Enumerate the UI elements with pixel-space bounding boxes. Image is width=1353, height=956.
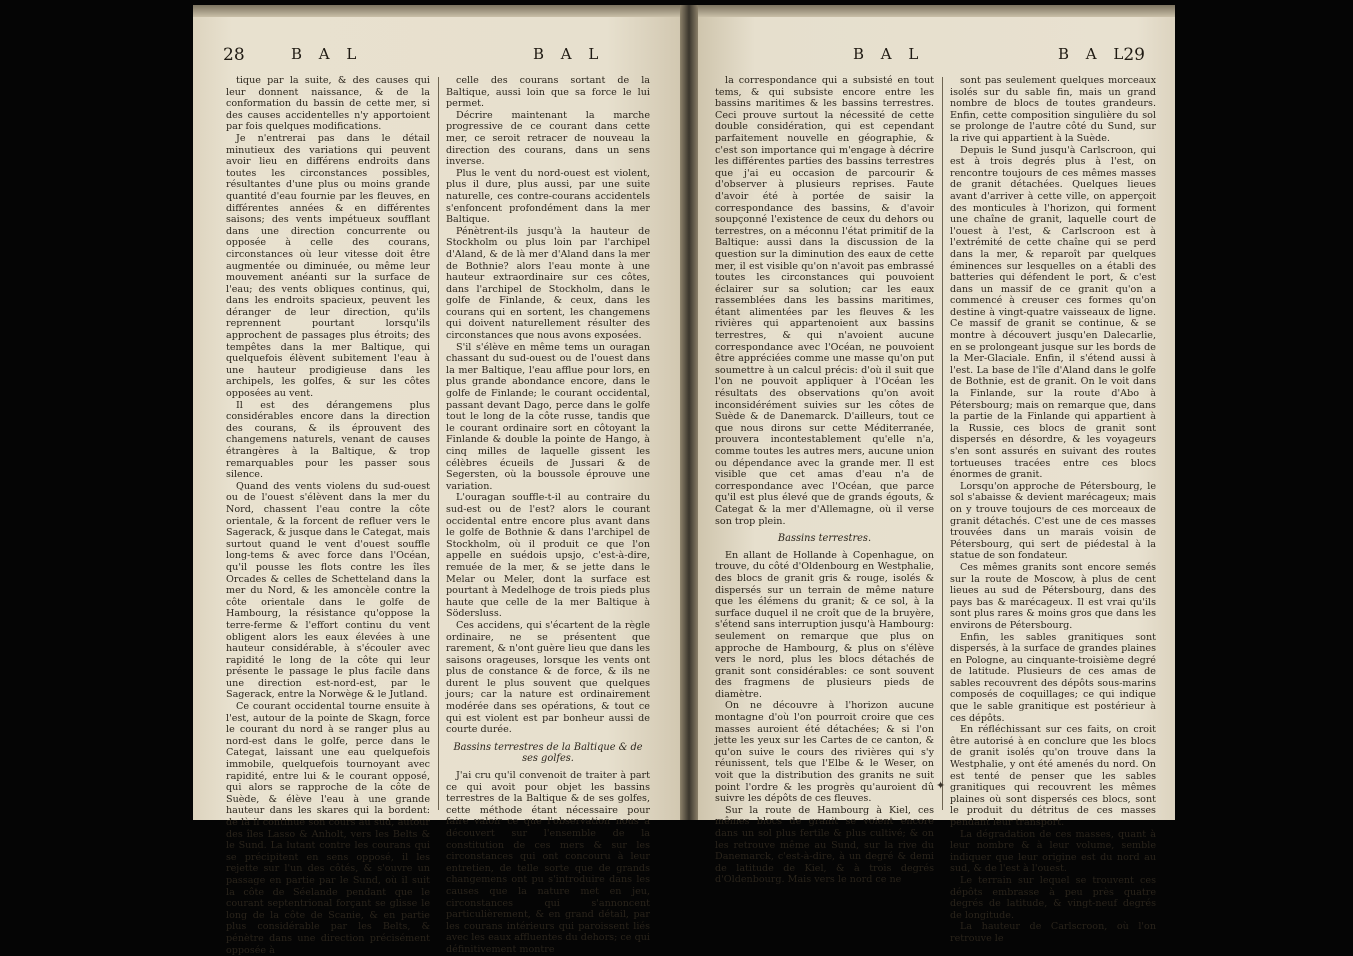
text-column	[446, 75, 650, 955]
paragraph: Lorsqu'on approche de Pétersbourg, le sol s'abaisse & devient marécageux; mais on y trouve toujours de ces morceaux de granit détachés. C'est une de ces masses trouvées dans un marais voisin de Pétersbourg, qui sert de piédestal à la statue de son fondateur.	[950, 480, 1156, 562]
paragraph: Je n'entrerai pas dans le détail minutieux des variations qui peuvent avoir lieu en différens endroits dans toutes les circonstances possibles, résultantes d'une plus ou moins grande quantité d'eau fournie par les fleuves, en différentes années & en différentes saisons; des vents impétueux soufflant dans une direction concurrente ou opposée à celle des courans, circonstances où leur vitesse doit être augmentée ou diminuée, ou même leur mouvement anéanti sur la surface de l'eau; des vents obliques continus, qui, dans les endroits spacieux, peuvent les déranger de leur direction, qu'ils reprennent pourtant lorsqu'ils approchent de passages plus étroits; des tempêtes dans la mer Baltique, qui quelquefois élèvent subitement l'eau à une hauteur prodigieuse dans les archipels, les golfes, & sur les côtes opposées au vent.	[226, 132, 430, 400]
paragraph: Pénètrent-ils jusqu'à la hauteur de Stockholm ou plus loin par l'archipel d'Aland, & de là mer d'Aland dans la mer de Bothnie? alors l'eau monte à une hauteur extraordinaire sur ces côtes, dans l'archipel de Stockholm, dans le golfe de Finlande, & ceux, dans les courans qui en sortent, les changemens qui doivent naturellement résulter des circonstances que nous avons exposées.	[446, 225, 650, 342]
book-spread	[193, 5, 1175, 956]
paragraph: Enfin, les sables granitiques sont dispersés, à la surface de grandes plaines en Pologne, au cinquante-troisième degré de latitude. Plusieurs de ces amas de sables recouvrent des dépôts sous-marins composés de coquillages; ce qui indique que le sable granitique est postérieur à ces dépôts.	[950, 631, 1156, 724]
right-page	[698, 5, 1175, 944]
text-column	[715, 75, 934, 886]
paragraph: tique par la suite, & des causes qui leur donnent naissance, & de la conformation du bassin de cette mer, si des causes accidentelles n'y apportoient par fois quelques modifications.	[226, 75, 430, 133]
section-heading: Bassins terrestres de la Baltique & de ses golfes.	[453, 741, 643, 765]
running-head-word: B A L	[1058, 45, 1130, 63]
paragraph: Sur la route de Hambourg à Kiel, ces mêmes blocs de granit se voient encore dans un sol plus fertile & plus cultivé; & on les retrouve même au Sund, sur la rive du Danemarck, c'est-à-dire, à un degré & demi de latitude de Kiel, & à trois degrés d'Oldenbourg. Mais vers le nord ce ne	[715, 804, 934, 886]
paragraph: Ce courant occidental tourne ensuite à l'est, autour de la pointe de Skagn, force le courant du nord à se ranger plus au nord-est dans le golfe, perce dans le Categat, laissant une eau quelquefois immobile, quelquefois tournoyant avec rapidité, entre lui & le courant opposé, qui alors se rapproche de la côte de Suède, & élève l'eau à une grande hauteur dans les skares qui la bordent: de là il continue son cours au sud, autour des îles Lasso & Anholt, vers les Belts & le Sund. La lutant contre les courans qui se précipitent en sens opposé, il les rejette sur l'un des côtés, & s'ouvre un passage en partie par le Sund, où il suit la côte de Séelande pendant que le courant septentrional forçant se glisse le long de la côte de Scanie, & en partie plus considérable par les Belts, & pénètre dans une direction précisément opposée à	[226, 701, 430, 956]
running-head-word: B A L	[291, 45, 363, 63]
running-head-word: B A L	[853, 45, 925, 63]
section-heading: Bassins terrestres.	[777, 533, 872, 545]
book-gutter	[680, 5, 698, 820]
running-head-word: B A L	[533, 45, 605, 63]
page-number: 29	[1123, 45, 1145, 65]
paragraph: sont pas seulement quelques morceaux isolés sur du sable fin, mais un grand nombre de blocs de toutes grandeurs. Enfin, cette composition singulière du sol se prolonge de l'autre côté du Sund, sur la rive qui appartient à la Suède.	[950, 75, 1156, 144]
paragraph: J'ai cru qu'il convenoit de traiter à part ce qui avoit pour objet les bassins terrestres de la Baltique & de ses golfes, cette méthode étant nécessaire pour faire valoir ce que l'observation nous a découvert sur l'ensemble de la constitution de ces mers & sur les circonstances qui ont concouru à leur entretien, de telle sorte que de grands changemens ont pu s'introduire dans les causes que la nature met en jeu, circonstances qui s'annoncent particulièrement, & en grand détail, par les courans intérieurs qui paroissent liés avec les eaux affluentes du dehors; ce qui définitivement montre	[446, 770, 650, 955]
paragraph: Depuis le Sund jusqu'à Carlscroon, qui est à trois degrés plus à l'est, on rencontre toujours de ces mêmes masses de granit détachées. Quelques lieues avant d'arriver à cette ville, on apperçoit des monticules à l'horizon, qui forment une chaîne de granit, laquelle court de l'ouest à l'est, & Carlscroon est à l'extrémité de cette chaîne qui se perd dans la mer, & reparoît par quelques éminences sur lesquelles on a établi des batteries qui défendent le port, & c'est dans un massif de ce granit qu'on a commencé à creuser ces formes qu'on destine à vingt-quatre vaisseaux de ligne. Ce massif de granit se continue, & se montre à découvert jusqu'en Dalecarlie, en se prolongeant jusque sur les bords de la Mer-Glaciale. Enfin, il s'étend aussi à l'est. La base de l'île d'Aland dans le golfe de Bothnie, est de granit. On le voit dans la Finlande, sur la route d'Abo à Pétersbourg; mais on remarque que, dans la partie de la Finlande qui appartient à la Russie, ces blocs de granit sont dispersés en désordre, & les voyageurs s'en sont assurés en suivant des routes tortueuses tracées entre ces blocs énormes de granit.	[950, 144, 1156, 481]
paragraph: L'ouragan souffle-t-il au contraire du sud-est ou de l'est? alors le courant occidental entre encore plus avant dans le golfe de Bothnie & dans l'archipel de Stockholm, où il produit ce que l'on appelle en suédois upsjo, c'est-à-dire, remuée de la mer, & se jette dans le Melar ou Meler, dont la surface est pourtant à Medelhoge de trois pieds plus haute que celle de la mer Baltique à Södersluss.	[446, 492, 650, 620]
running-head	[728, 45, 1145, 69]
paragraph: celle des courans sortant de la Baltique, aussi loin que sa force le lui permet.	[446, 75, 650, 110]
page-edge	[193, 5, 680, 17]
paragraph: Il est des dérangemens plus considérables encore dans la direction des courans, & ils éprouvent des changemens naturels, venant de causes étrangères à la Baltique, & trop remarquables pour les passer sous silence.	[226, 399, 430, 481]
paragraph: En réfléchissant sur ces faits, on croit être autorisé à en conclure que les blocs de granit isolés qu'on trouve dans la Westphalie, y ont été amenés du nord. On est tenté de penser que les sables granitiques qui recouvrent les mêmes plaines où sont dispersés ces blocs, sont le produit du détritus de ces masses pendant leur transport.	[950, 724, 1156, 828]
printer-ornament: ✦	[936, 779, 946, 792]
paragraph: S'il s'élève en même tems un ouragan chassant du sud-ouest ou de l'ouest dans la mer Baltique, l'eau afflue pour lors, en plus grande abondance encore, dans le golfe de Finlande; le courant occidental, passant devant Dago, perce dans le golfe tout le long de la côte russe, tandis que le courant ordinaire sort en côtoyant la Finlande & double la pointe de Hango, à cinq milles de laquelle gissent les célèbres écueils de Jussari & de Segersten, où la boussole éprouve une variation.	[446, 341, 650, 492]
text-column	[950, 75, 1156, 944]
page-number: 28	[223, 45, 245, 65]
page-edge	[698, 5, 1175, 17]
text-column	[226, 75, 430, 956]
paragraph: Le terrain sur lequel se trouvent ces dépôts embrasse à peu près quatre degrés de latitude, & vingt-neuf degrés de longitude.	[950, 874, 1156, 921]
running-head	[223, 45, 650, 69]
paragraph: Décrire maintenant la marche progressive de ce courant dans cette mer, ce seroit retracer de nouveau la direction des courans, dans un sens inverse.	[446, 109, 650, 168]
left-page	[193, 5, 680, 956]
column-rule	[438, 77, 439, 810]
paragraph: La hauteur de Carlscroon, où l'on retrouve le	[950, 921, 1156, 944]
paragraph: On ne découvre à l'horizon aucune montagne d'où l'on pourroit croire que ces masses auroient été détachées; & si l'on jette les yeux sur les Cartes de ce canton, & qu'on suive le cours des rivières qui s'y réunissent, tels que l'Elbe & le Weser, on voit que la distribution des granits ne suit point l'ordre & les progrès qu'auroient dû suivre les dépôts de ces fleuves.	[715, 700, 934, 805]
paragraph: Plus le vent du nord-ouest est violent, plus il dure, plus aussi, par une suite naturelle, ces contre-courans accidentels s'enfoncent profondément dans la mer Baltique.	[446, 167, 650, 226]
paragraph: la correspondance qui a subsisté en tout tems, & qui subsiste encore entre les bassins maritimes & les bassins terrestres. Ceci prouve surtout la nécessité de cette double considération, qui est cependant parfaitement nouvelle en géographie, & c'est son importance qui m'engage à décrire les différentes parties des bassins terrestres que j'ai eu occasion de parcourir & d'observer à plusieurs reprises. Faute d'avoir été à portée de saisir la correspondance des bassins, & d'avoir soupçonné l'existence de ceux du dehors ou terrestres, on a méconnu l'état primitif de la Baltique: aussi dans la discussion de la question sur la diminution des eaux de cette mer, il est visible qu'on n'avoit pas embrassé toutes les circonstances qui pouvoient éclairer sur sa solution; car les eaux rassemblées dans les bassins maritimes, étant alimentées par les fleuves & les rivières qui appartenoient aux bassins terrestres, & qui n'avoient aucune correspondance avec l'Océan, ne pouvoient être appréciées comme une masse qu'on put soumettre à un calcul précis: d'où il suit que l'on ne pouvoit appliquer à l'Océan les résultats des observations qu'on avoit inconsidérément suivies sur les côtes de Suède & de Danemarck. D'ailleurs, tout ce que nous dirons sur cette Méditerranée, prouvera incontestablement qu'elle n'a, comme toutes les autres mers, aucune union ou dépendance avec la grande mer. Il est visible que cet amas d'eau n'a de correspondance avec l'Océan, que parce qu'il est plus élevé que de grands égouts, & Categat & la mer d'Allemagne, où il verse son trop plein.	[715, 75, 934, 527]
paragraph: La dégradation de ces masses, quant à leur nombre & à leur volume, semble indiquer que leur origine est du nord au sud, & de l'est à l'ouest.	[950, 828, 1156, 875]
column-rule	[942, 77, 943, 810]
paragraph: En allant de Hollande à Copenhague, on trouve, du côté d'Oldenbourg en Westphalie, des blocs de granit gris & rouge, isolés & dispersés sur un terrain de même nature que les élémens du granit; & ce sol, à la surface duquel il ne croît que de la bruyère, s'étend sans interruption jusqu'à Hambourg: seulement on remarque que plus on approche de Hambourg, & plus on s'élève vers le nord, plus les blocs détachés de granit sont considérables: ce sont souvent des fragmens de plusieurs pieds de diamètre.	[715, 549, 934, 700]
paragraph: Quand des vents violens du sud-ouest ou de l'ouest s'élèvent dans la mer du Nord, chassent l'eau contre la côte orientale, & la forcent de refluer vers le Sagerack, & jusque dans le Categat, mais surtout quand le vent d'ouest souffle long-tems & avec force dans l'Océan, qu'il pousse les flots contre les îles Orcades & celles de Schetteland dans la mer du Nord, & les amoncèle contre la côte orientale dans le golfe de Hambourg, la résistance qu'oppose la terre-ferme & l'effort continu du vent obligent alors les eaux élevées à une hauteur considérable, à s'écouler avec rapidité le long de la côte qui leur présente le passage le plus facile dans une direction est-nord-est, par le Sagerack, entre la Norwège & le Jutland.	[226, 480, 430, 701]
paragraph: Ces accidens, qui s'écartent de la règle ordinaire, ne se présentent que rarement, & n'ont guère lieu que dans les saisons orageuses, lorsque les vents ont plus de constance & de force, & ils ne durent le plus souvent que quelques jours; car la nature est ordinairement modérée dans ses opérations, & tout ce qui est violent est par bonheur aussi de courte durée.	[446, 619, 650, 736]
paragraph: Ces mêmes granits sont encore semés sur la route de Moscow, à plus de cent lieues au sud de Pétersbourg, dans des pays bas & marécageux. Il est vrai qu'ils sont plus rares & moins gros que dans les environs de Pétersbourg.	[950, 561, 1156, 631]
